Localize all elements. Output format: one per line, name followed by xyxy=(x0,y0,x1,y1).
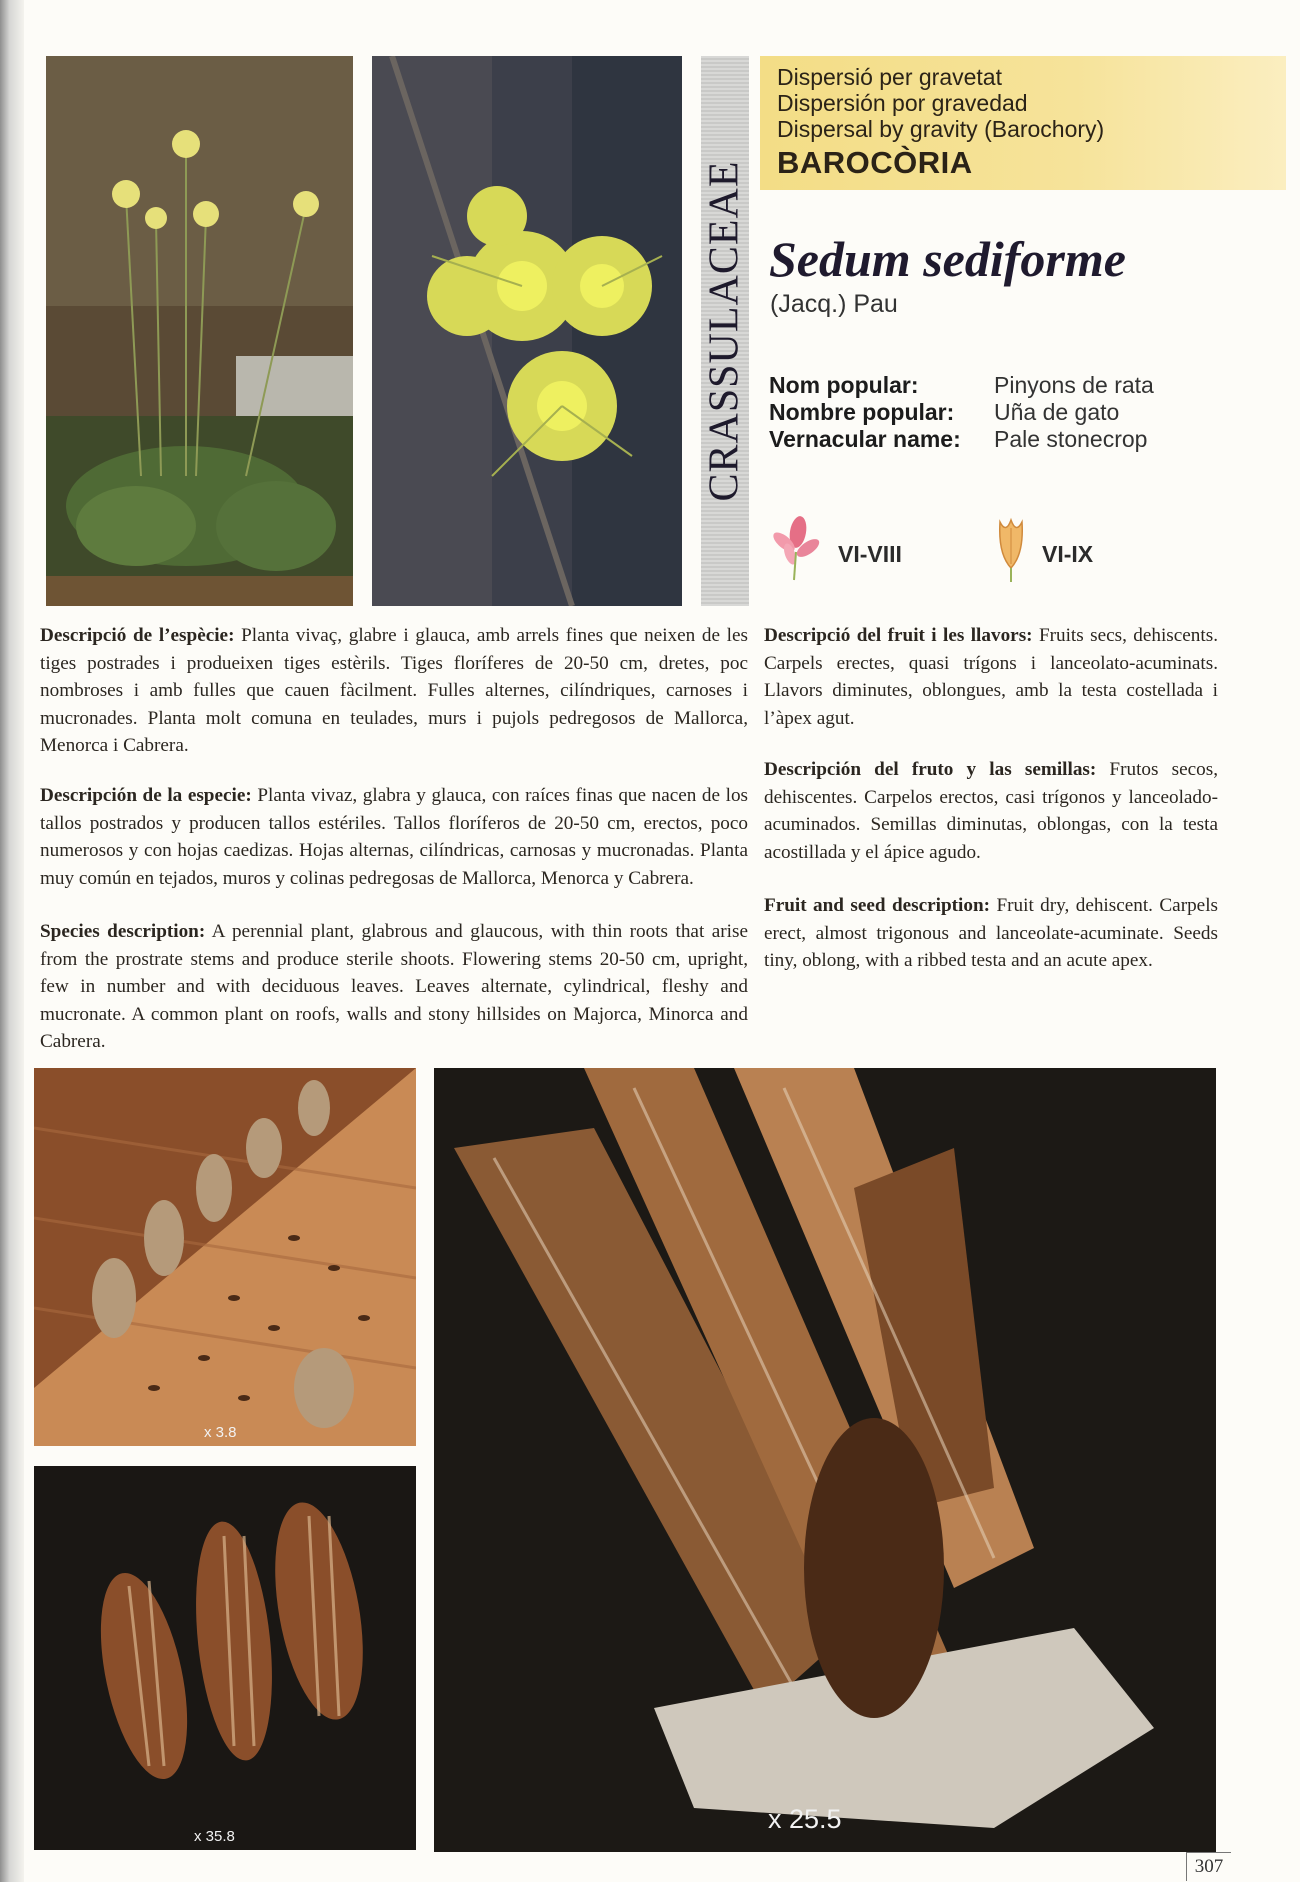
species-description-ca xyxy=(40,622,748,760)
family-label xyxy=(701,56,749,606)
fruit-description-ca-label: Descripció del fruit i les llavors: xyxy=(764,625,1033,646)
fruit-description-ca-text: Fruits secs, dehiscents. Carpels erectes, quasi trígons i lanceolato-acuminats. Llavors diminutes, oblongues, amb la testa costellada i l’àpex agut. xyxy=(764,625,1218,729)
book-spine-shadow xyxy=(0,0,24,1882)
family-name: CRASSULACEAE xyxy=(702,160,748,502)
common-name-en: Pale stonecrop xyxy=(994,426,1148,452)
fruit-description-es-text: Frutos secos, dehiscentes. Carpelos erectos, casi trígonos y lanceolado-acuminados. Semillas diminutas, oblongas, con la testa acostillada y el ápice agudo. xyxy=(764,759,1218,863)
common-name-ca: Pinyons de rata xyxy=(994,372,1154,398)
flower-closeup-photo xyxy=(372,56,682,606)
fruit-icon xyxy=(994,514,1028,584)
fruiting-period: VI-IX xyxy=(1042,541,1094,567)
dispersal-english: Dispersal by gravity (Barochory) xyxy=(777,116,1105,142)
species-description-en-text: A perennial plant, glabrous and glaucous, with thin roots that arise from the prostrate stems and produce sterile shoots. Flowering stems 20-50 cm, upright, few in number and with deciduous leaves. Leaves alternate, cylindrical, fleshy and mucronate. A common plant on roofs, walls and stony hillsides on Majorca, Minorca and Cabrera. xyxy=(40,921,748,1052)
seeds-magnification: x 35.8 xyxy=(194,1828,235,1845)
species-description-ca-text: Planta vivaç, glabre i glauca, amb arrels fines que neixen de les tiges postrades i produeixen tiges estèrils. Tiges floríferes de 20-50 cm, dretes, poc nombroses i amb fulles que cauen fàcilment. Fulles alternes, cilíndriques, carnoses i mucronades. Planta molt comuna en teulades, murs i pujols pedregosos de Mallorca, Menorca i Cabrera. xyxy=(40,625,748,756)
fruits-scatter-photo xyxy=(34,1068,416,1446)
fruit-description-en xyxy=(764,892,1218,975)
page-number: 307 xyxy=(1186,1852,1231,1881)
species-author: (Jacq.) Pau xyxy=(770,290,898,318)
fruit-description-en-text: Fruit dry, dehiscent. Carpels erect, almost trigonous and lanceolate-acuminate. Seeds tiny, oblong, with a ribbed testa and an acute apex. xyxy=(764,895,1219,971)
fruit-description-es xyxy=(764,756,1218,866)
species-description-en xyxy=(40,918,748,1056)
dispersal-title: BAROCÒRIA xyxy=(777,145,973,180)
common-name-label-ca: Nom popular: xyxy=(769,372,919,398)
fruits-scatter-magnification: x 3.8 xyxy=(204,1424,237,1441)
common-name-label-en: Vernacular name: xyxy=(769,426,961,452)
flowering-period: VI-VIII xyxy=(838,541,902,567)
flower-icon xyxy=(770,512,820,584)
common-name-es: Uña de gato xyxy=(994,399,1120,425)
seeds-photo xyxy=(34,1466,416,1850)
species-description-ca-label: Descripció de l’espècie: xyxy=(40,625,235,646)
fruit-description-ca xyxy=(764,622,1218,732)
species-description-en-label: Species description: xyxy=(40,921,206,942)
fruit-macro-photo xyxy=(434,1068,1216,1852)
dispersal-header xyxy=(760,56,1286,190)
dispersal-spanish: Dispersión por gravedad xyxy=(777,90,1028,116)
plant-habit-photo xyxy=(46,56,353,606)
fruit-description-es-label: Descripción del fruto y las semillas: xyxy=(764,759,1097,780)
common-name-label-es: Nombre popular: xyxy=(769,399,955,425)
species-name: Sedum sediforme xyxy=(769,231,1126,287)
species-description-es-text: Planta vivaz, glabra y glauca, con raíces finas que nacen de los tallos postrados y producen tallos estériles. Tallos floríferos de 20-50 cm, erectos, poco numerosos y con hojas caedizas. Hojas alternas, cilíndricas, carnosas y mucronadas. Planta muy común en tejados, muros y colinas pedregosas de Mallorca, Menorca y Cabrera. xyxy=(40,785,748,889)
species-description-es-label: Descripción de la especie: xyxy=(40,785,252,806)
fruit-macro-magnification: x 25.5 xyxy=(768,1804,842,1834)
dispersal-catalan: Dispersió per gravetat xyxy=(777,64,1002,90)
species-description-es xyxy=(40,782,748,892)
fruit-description-en-label: Fruit and seed description: xyxy=(764,895,991,916)
